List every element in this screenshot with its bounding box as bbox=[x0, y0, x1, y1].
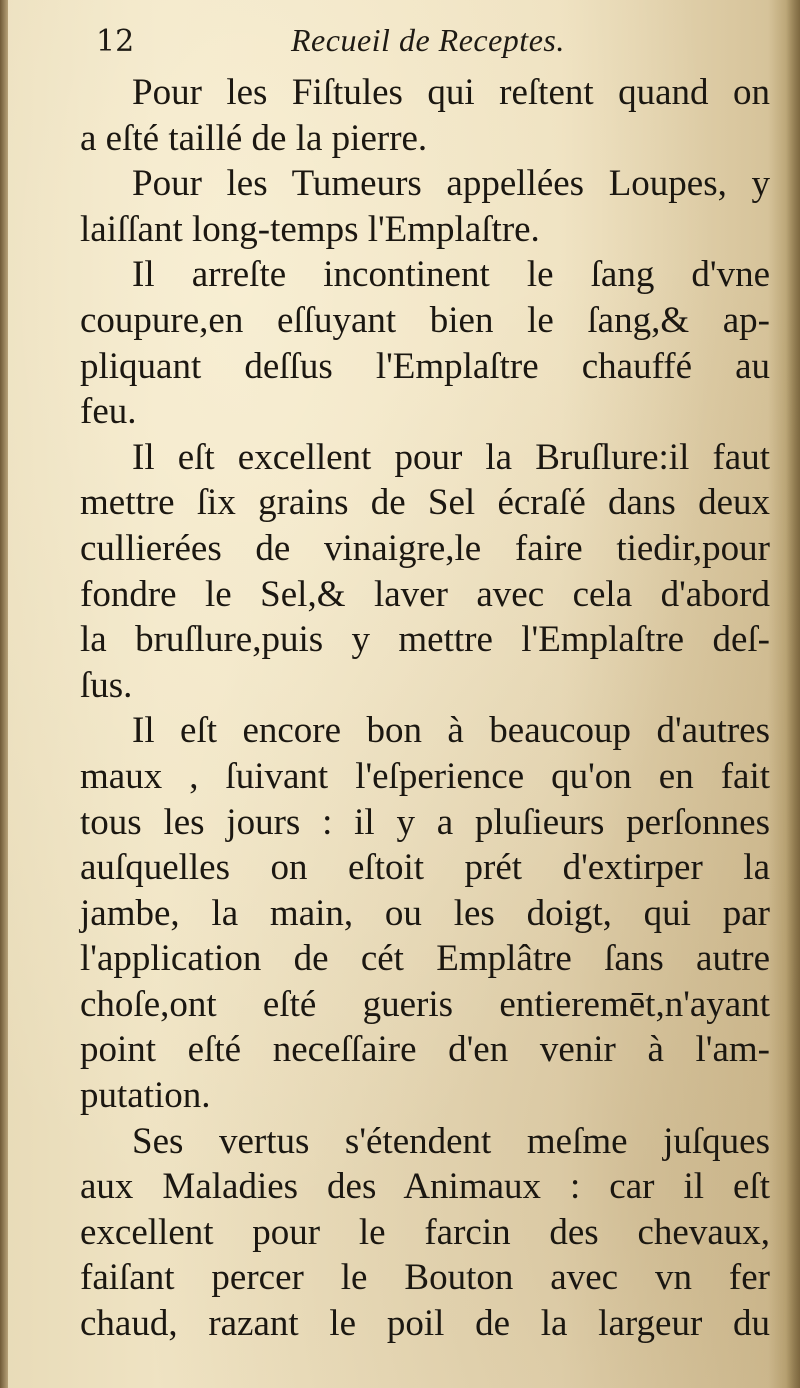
page-header bbox=[96, 18, 776, 66]
text-line: la bruſlure,puis y mettre l'Emplaſtre deſ- bbox=[80, 619, 770, 661]
text-line: cullierées de vinaigre,le faire tiedir,pour bbox=[80, 527, 770, 569]
text-line: Pour les Tumeurs appellées Loupes, y bbox=[132, 163, 770, 205]
page-gutter bbox=[0, 0, 8, 1388]
text-line: l'application de cét Emplâtre ſans autre bbox=[80, 938, 770, 980]
body-text bbox=[80, 70, 770, 1347]
text-line: Il eſt encore bon à beaucoup d'autres bbox=[132, 710, 770, 752]
text-line: ſus. bbox=[80, 664, 133, 706]
text-line: a eſté taillé de la pierre. bbox=[80, 117, 428, 159]
text-line: mettre ſix grains de Sel écraſé dans deux bbox=[80, 482, 770, 524]
text-line: point eſté neceſſaire d'en venir à l'am- bbox=[80, 1029, 770, 1071]
text-line: chaud, razant le poil de la largeur du bbox=[80, 1303, 770, 1345]
page-number: 12 bbox=[96, 24, 135, 59]
text-line: putation. bbox=[80, 1075, 211, 1117]
text-line: jambe, la main, ou les doigt, qui par bbox=[80, 892, 770, 934]
text-line: Il arreſte incontinent le ſang d'vne bbox=[132, 254, 770, 296]
text-line: faiſant percer le Bouton avec vn fer bbox=[80, 1257, 770, 1299]
page-edge-shadow bbox=[786, 0, 800, 1388]
text-line: coupure,en eſſuyant bien le ſang,& ap- bbox=[80, 299, 770, 341]
text-line: feu. bbox=[80, 391, 137, 433]
text-line: aux Maladies des Animaux : car il eſt bbox=[80, 1166, 770, 1208]
text-line: pliquant deſſus l'Emplaſtre chauffé au bbox=[80, 345, 770, 387]
text-line: fondre le Sel,& laver avec cela d'abord bbox=[80, 573, 770, 615]
running-title: Recueil de Receptes. bbox=[291, 22, 565, 58]
text-line: Il eſt excellent pour la Bruſlure:il faut bbox=[132, 436, 770, 478]
text-line: auſquelles on eſtoit prét d'extirper la bbox=[80, 847, 770, 889]
text-line: tous les jours : il y a pluſieurs perſonnes bbox=[80, 801, 770, 843]
text-line: maux , ſuivant l'eſperience qu'on en fait bbox=[80, 755, 770, 797]
text-line: laiſſant long-temps l'Emplaſtre. bbox=[80, 208, 540, 250]
text-line: excellent pour le farcin des chevaux, bbox=[80, 1211, 770, 1253]
text-line: Pour les Fiſtules qui reſtent quand on bbox=[132, 72, 770, 113]
text-line: choſe,ont eſté gueris entieremēt,n'ayant bbox=[80, 983, 770, 1025]
text-line: Ses vertus s'étendent meſme juſques bbox=[132, 1120, 770, 1162]
